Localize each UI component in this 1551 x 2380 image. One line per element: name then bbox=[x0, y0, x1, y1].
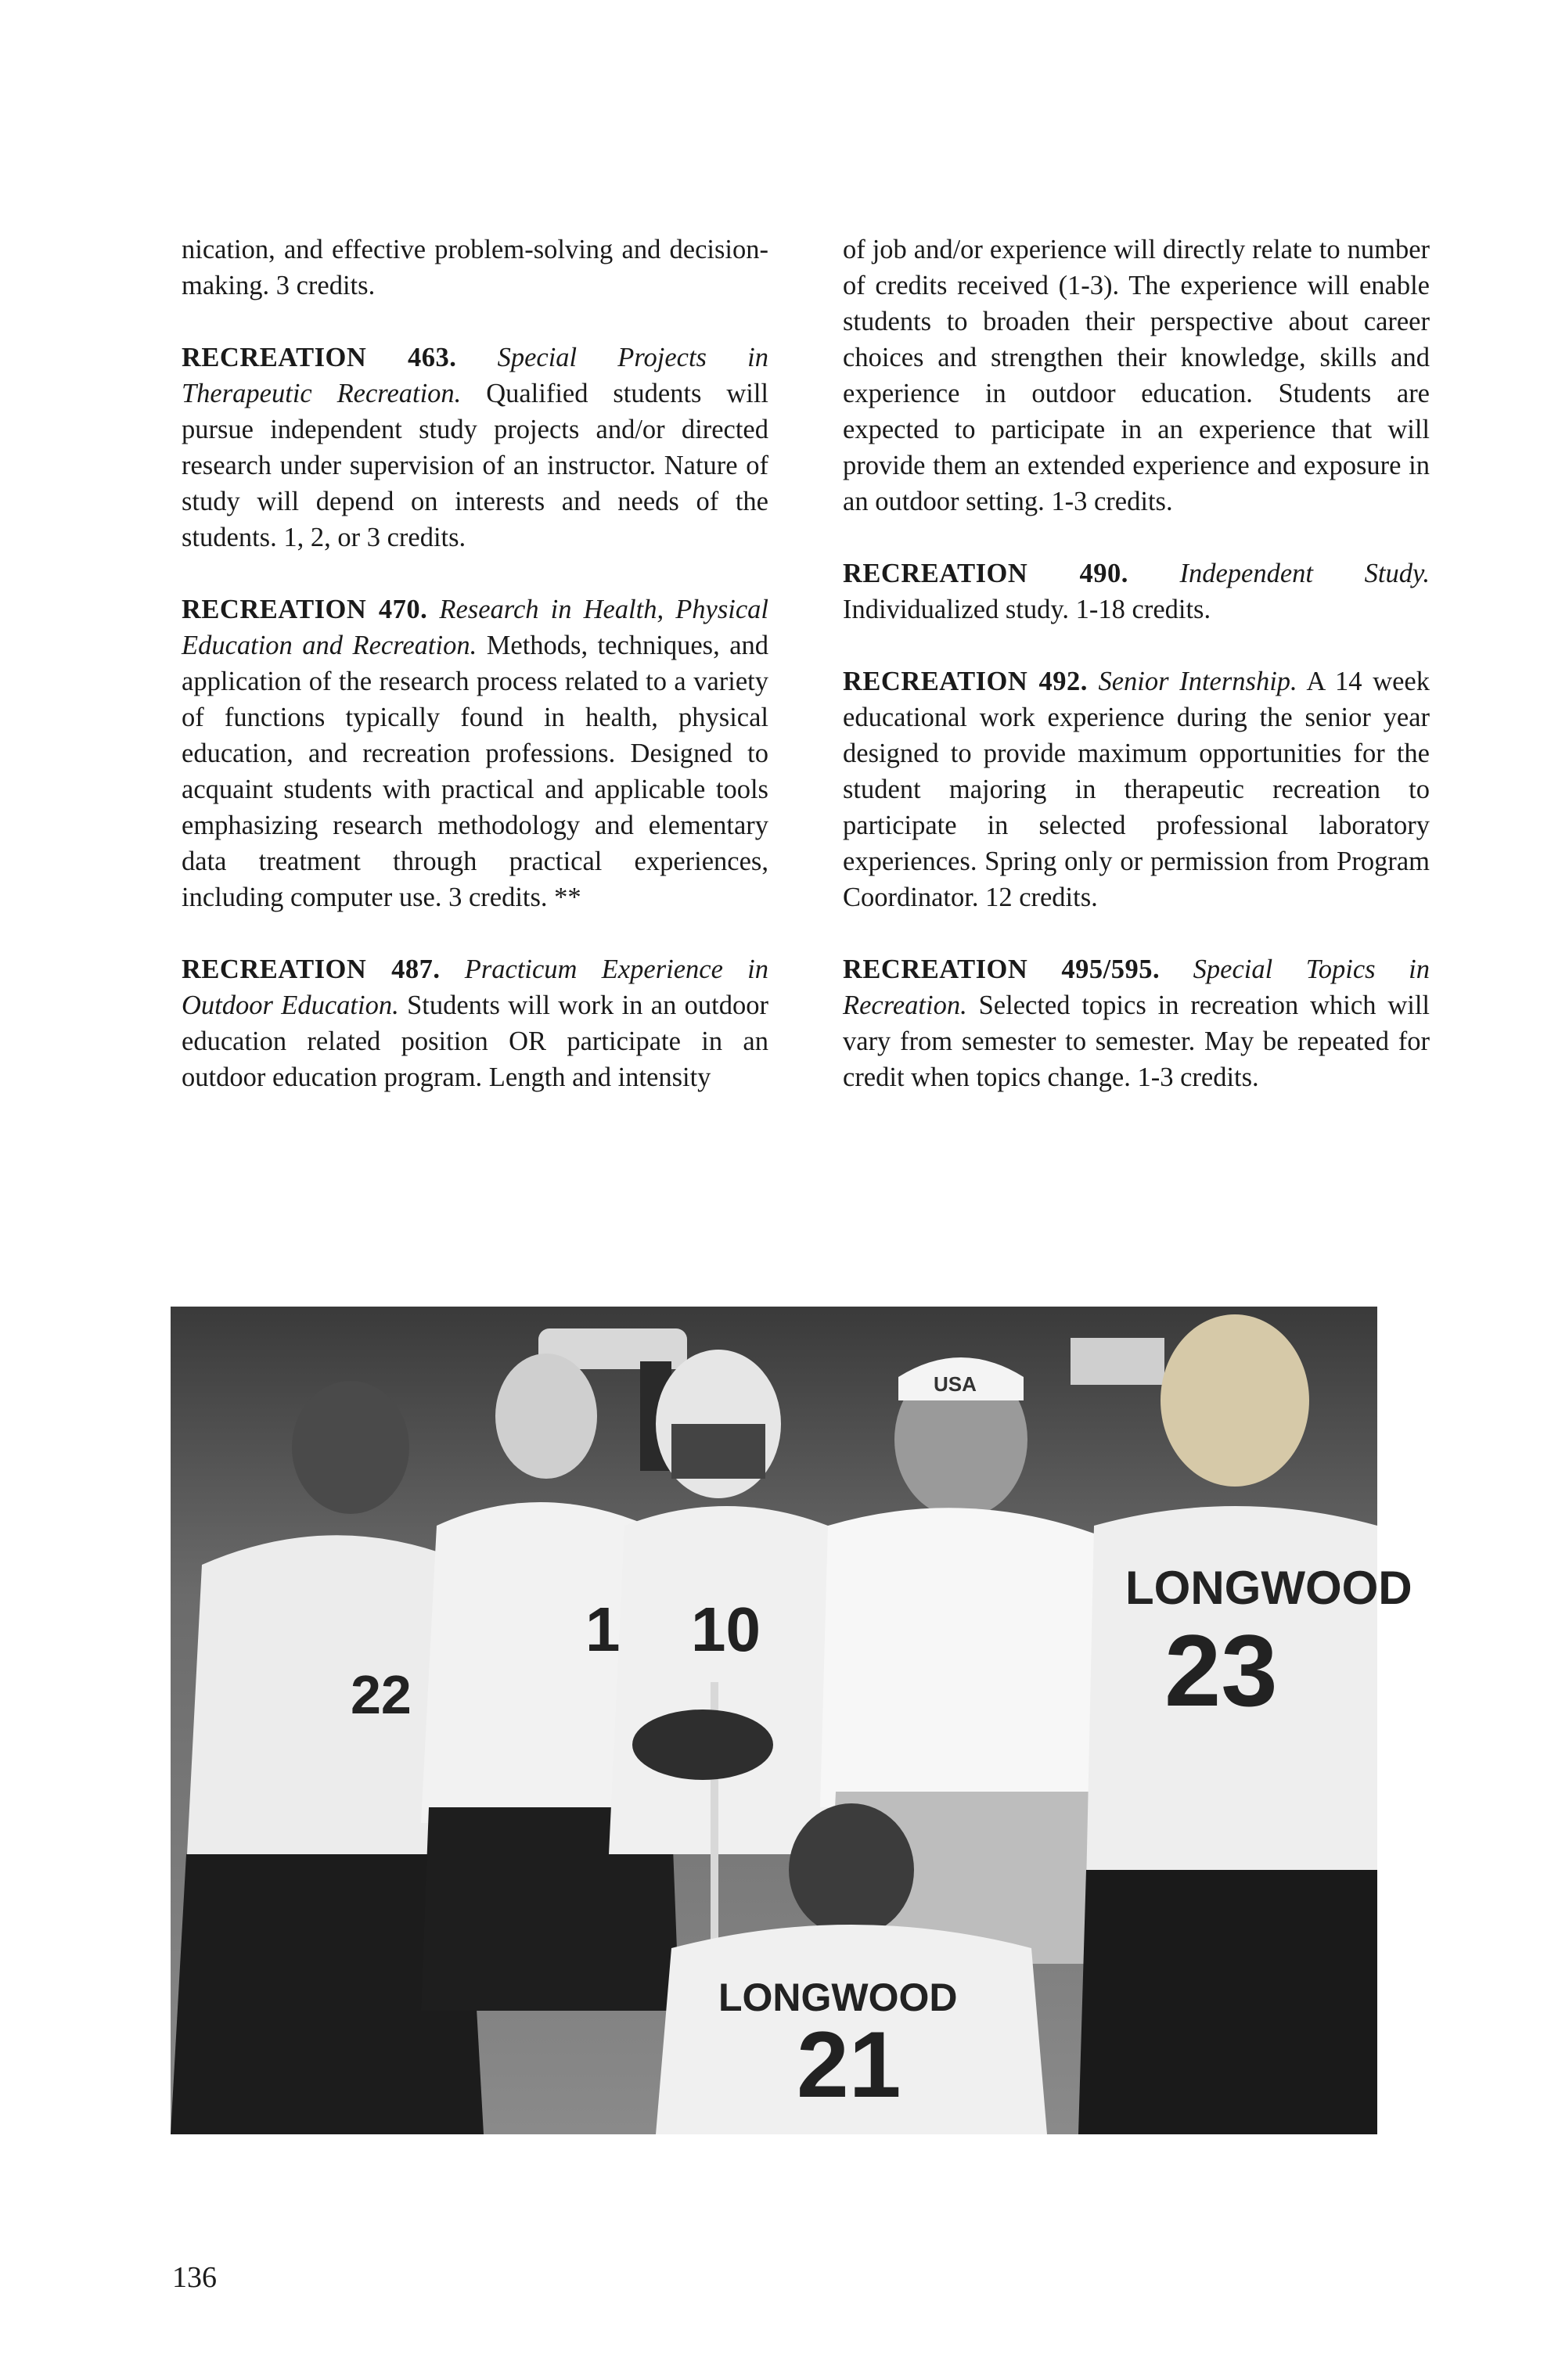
course-description: Methods, techniques, and application of the research process related to a variety of functions typically found in health, physical education, and recreation professions. Designed to acquaint students with practical and applicable tools emphasizing research methodology and elementary data treatment through practical experiences, including computer use. 3 credits. ** bbox=[182, 631, 769, 912]
course-entry-continued bbox=[843, 232, 1430, 520]
course-description: Qualified students will pursue independent study projects and/or directed research under supervision of an instructor. Nature of study will depend on interests and needs of the students. 1, 2, or 3 credits. bbox=[182, 379, 769, 552]
course-title: Research in Health, Physical Education and Recreation. bbox=[182, 595, 768, 660]
course-code: RECREATION 495/595. bbox=[843, 955, 1161, 984]
course-title: Special Topics in Recreation. bbox=[843, 955, 1430, 1020]
course-entry-rec-495-595 bbox=[843, 951, 1430, 1095]
course-title: Senior Internship. bbox=[1098, 667, 1297, 696]
player-head bbox=[292, 1381, 409, 1514]
course-entry-rec-470 bbox=[182, 591, 768, 915]
course-entry-continued bbox=[182, 232, 768, 304]
course-description: Students will work in an outdoor education related position OR participate in an outdoor education program. Length and intensity bbox=[182, 990, 768, 1092]
course-entry-rec-463 bbox=[182, 340, 768, 555]
course-entry-rec-492 bbox=[843, 663, 1430, 915]
course-entry-rec-490 bbox=[843, 555, 1430, 627]
coach-shirt bbox=[820, 1508, 1110, 1807]
course-title: Special Projects in Therapeutic Recreation. bbox=[182, 343, 769, 408]
kneeling-jersey-text: LONGWOOD bbox=[718, 1976, 958, 2019]
jersey-back-number: 23 bbox=[1164, 1613, 1278, 1727]
course-code: RECREATION 487. bbox=[182, 955, 441, 984]
jersey-number-left: 22 bbox=[351, 1664, 412, 1725]
helmet-facemask bbox=[671, 1424, 765, 1479]
left-column bbox=[182, 232, 768, 1095]
team-huddle-photo bbox=[171, 1307, 1412, 2134]
course-code: RECREATION 463. bbox=[182, 343, 457, 372]
kneeling-jersey-number: 21 bbox=[797, 2012, 901, 2117]
course-code: RECREATION 470. bbox=[182, 595, 428, 624]
course-description: Selected topics in recreation which will vary from semester to semester. May be repeated for credit when topics change. 1-3 credits. bbox=[843, 990, 1430, 1092]
player-jersey-helmet bbox=[609, 1506, 844, 1854]
course-code: RECREATION 490. bbox=[843, 559, 1128, 588]
course-entry-rec-487 bbox=[182, 951, 768, 1095]
photo-illustration bbox=[171, 1307, 1412, 2134]
course-description: A 14 week educational work experience during the senior year designed to provide maximum opportunities for the student majoring in therapeutic recreation to participate in selected professional laboratory experiences. Spring only or permission from Program Coordinator. 12 credits. bbox=[843, 667, 1430, 912]
course-code: RECREATION 492. bbox=[843, 667, 1088, 696]
jersey-number-helmet: 10 bbox=[691, 1594, 761, 1664]
course-description: Individualized study. 1-18 credits. bbox=[843, 595, 1211, 624]
huddle-hands bbox=[632, 1710, 773, 1780]
player-head bbox=[495, 1354, 597, 1479]
background-structure bbox=[1071, 1338, 1164, 1385]
course-description: of job and/or experience will directly relate to number of credits received (1-3). The experience will enable students to broaden their perspective about career choices and strengthen their knowledge, skills and experience in outdoor education. Students are expected to participate in an experience that will provide them an extended experience and exposure in an outdoor setting. 1-3 credits. bbox=[843, 235, 1430, 516]
player-skirt-back bbox=[1078, 1870, 1377, 2134]
player-hair bbox=[1161, 1314, 1309, 1487]
kneeling-player-head bbox=[789, 1803, 914, 1936]
course-title: Independent Study. bbox=[1179, 559, 1430, 588]
jersey-back-text: LONGWOOD bbox=[1125, 1562, 1412, 1614]
page-number: 136 bbox=[172, 2261, 217, 2294]
right-column bbox=[843, 232, 1430, 1095]
jersey-number-mid: 1 bbox=[585, 1594, 621, 1664]
course-description: nication, and effective problem-solving and decision-making. 3 credits. bbox=[182, 235, 768, 300]
course-title: Practicum Experience in Outdoor Education. bbox=[182, 955, 768, 1020]
cap-text: USA bbox=[934, 1372, 977, 1396]
